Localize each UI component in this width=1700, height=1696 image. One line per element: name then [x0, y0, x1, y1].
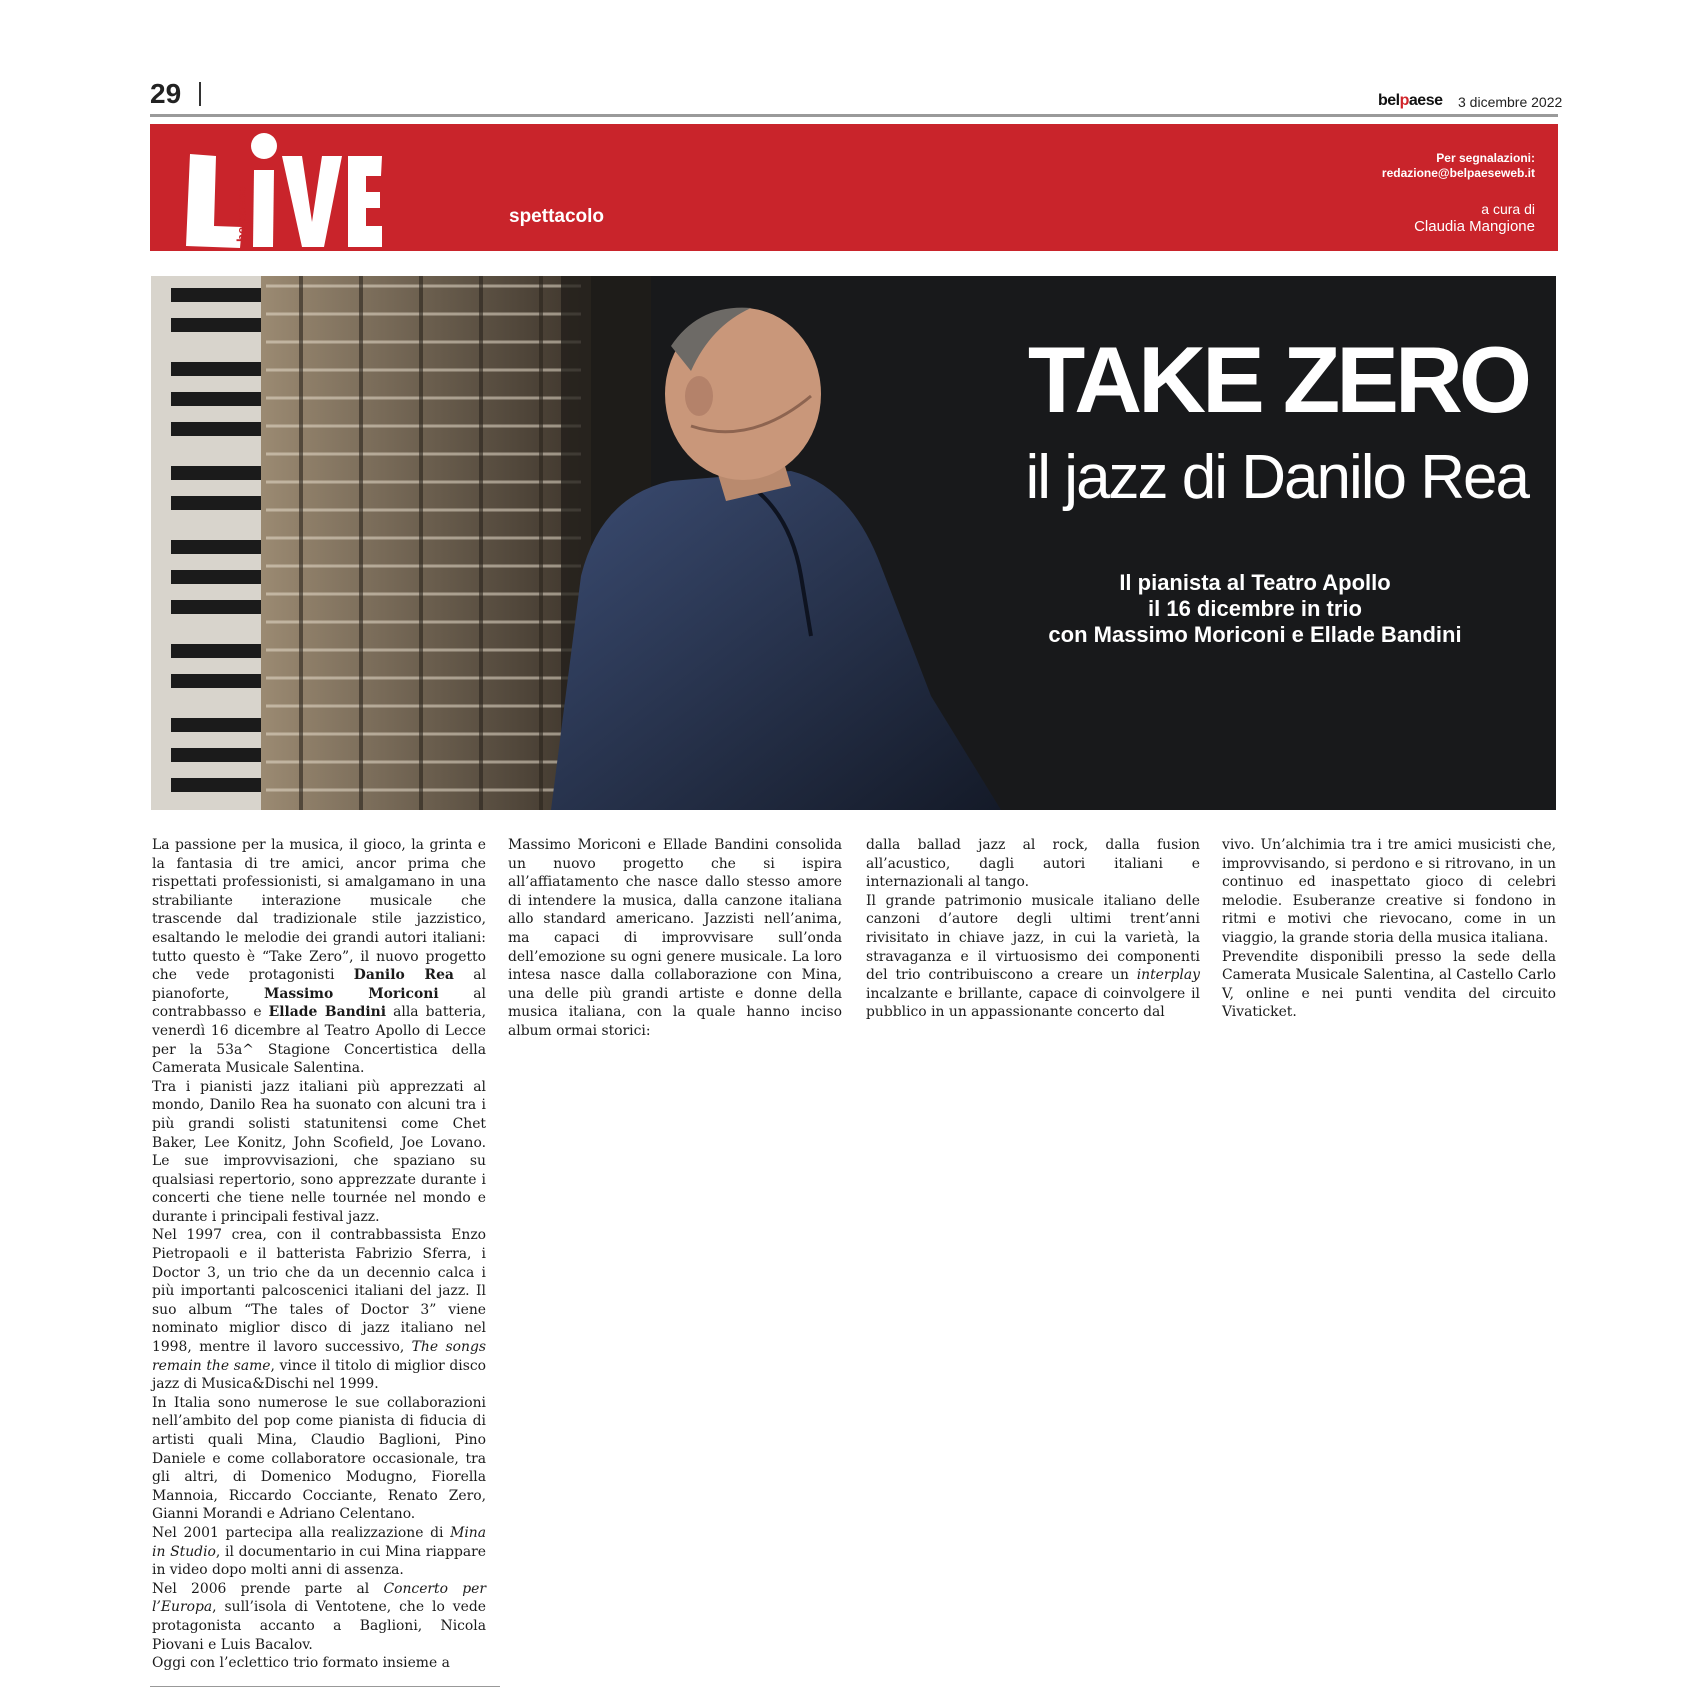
curated-label: a cura di [1481, 201, 1535, 217]
issue-date: 3 dicembre 2022 [1458, 94, 1563, 110]
article-column-4 [1222, 836, 1556, 1022]
article-paragraph: Tra i pianisti jazz italiani più apprezzati al mondo, Danilo Rea ha suonato con alcuni tra i più grandi solisti statunitensi come Chet Baker, Lee Konitz, John Scofield, Joe Lovano. Le sue improvvisazioni, che spaziano su qualsiasi repertorio, sono apprezzate durante i concerti che tiene nelle tournée nel mondo e durante i principali festival jazz. [152, 1078, 486, 1225]
brand-suffix: aese [1408, 92, 1443, 109]
brand-accent: p [1399, 92, 1409, 109]
deck-line: Il pianista al Teatro Apollo [1119, 570, 1391, 595]
article-paragraph [152, 1226, 486, 1393]
artist-name: Danilo Rea [353, 967, 454, 984]
album-title: The songs remain the same [152, 1339, 486, 1374]
pianist-shirt [551, 471, 1001, 810]
section-label: spettacolo [509, 206, 605, 227]
contact-email: redazione@belpaeseweb.it [1381, 166, 1535, 180]
article-paragraph [152, 836, 486, 1078]
artist-name: Ellade Bandini [268, 1004, 387, 1021]
article-paragraph: Prevendite disponibili presso la sede della Camerata Musicale Salentina, al Castello Carlo V, online e nei punti vendita del circuito Vivaticket. [1222, 948, 1556, 1021]
article-column-2 [508, 836, 842, 1041]
deck [960, 570, 1550, 648]
text-run: al pianoforte, [152, 967, 487, 1002]
deck-line: con Massimo Moriconi e Ellade Bandini [1048, 622, 1462, 647]
documentary-title: Mina in Studio [152, 1524, 486, 1560]
text-run: , vince il titolo di miglior disco jazz di Musica&Dischi nel 1999. [152, 1357, 486, 1393]
text-run: , sull’isola di Ventotene, che lo vede protagonista accanto a Baglioni, Nicola Piovani e Luis Bacalov. [152, 1599, 486, 1653]
brand-prefix: bel [1378, 92, 1400, 109]
article-paragraph: Massimo Moriconi e Ellade Bandini consolida un nuovo progetto che si ispira all’affiatamento che nasce dallo stesso amore di intendere la musica, dalla canzone italiana allo standard americano. Jazzisti nell’anima, ma capaci di improvvisare sull’onda dell’emozione su ogni genere musicale. La loro intesa nasce dalla collaborazione con Mina, una delle più grandi artiste e donne della musica italiana, con la quale hanno inciso album ormai storici: [508, 837, 842, 1039]
article-paragraph: Oggi con l’eclettico trio formato insieme a [152, 1655, 450, 1672]
text-run: alla batteria, venerdì 16 dicembre al Teatro Apollo di Lecce per la 53a^ Stagione Concertistica della Camerata Musicale Salentina. [152, 1004, 486, 1077]
concert-title: Concerto per l’Europa [152, 1580, 486, 1616]
article-paragraph: In Italia sono numerose le sue collaborazioni nell’ambito del pop come pianista di fiducia di artisti quali Mina, Claudio Baglioni, Pino Daniele e come collaboratore occasionale, tra gli altri, di Domenico Modugno, Fiorella Mannoia, Riccardo Cocciante, Renato Zero, Gianni Morandi e Adriano Celentano. [152, 1394, 486, 1523]
logo-vertical-text: belpaese [234, 186, 249, 242]
article-paragraph [152, 1524, 486, 1580]
text-run: Il grande patrimonio musicale italiano delle canzoni d’autore degli ultimi trent’anni rivisitato in chiave jazz, in cui la varietà, la stravaganza e il virtuosismo dei componenti del trio contribuiscono a creare un [866, 892, 1200, 984]
text-run: , il documentario in cui Mina riappare in video dopo molti anni di assenza. [152, 1543, 486, 1579]
curator-name: Claudia Mangione [1414, 218, 1535, 235]
article-paragraph: dalla ballad jazz al rock, dalla fusion all’acustico, dagli autori italiani e internazionali al tango. [866, 837, 1200, 891]
article-column-3 [866, 836, 1200, 1022]
live-logo [176, 126, 386, 250]
text-run: incalzante e brillante, capace di coinvolgere il pubblico in un appassionante concerto dal [866, 985, 1200, 1021]
footer-rule [150, 1686, 500, 1687]
page-number-divider [199, 82, 201, 106]
text-run: La passione per la musica, il gioco, la grinta e la fantasia di tre amici, ancor prima che rispettati professionisti, si amalgamano in una strabiliante interazione musicale che trascende dal tradizionale stile jazzistico, esaltando le melodie dei grandi autori italiani: tutto questo è “Take Zero”, il nuovo progetto che vede protagonisti [152, 837, 486, 984]
article-paragraph [152, 1580, 486, 1654]
text-run: Nel 2001 partecipa alla realizzazione di [152, 1524, 451, 1541]
header-rule [150, 114, 1558, 117]
headline: TAKE ZERO [1027, 327, 1528, 432]
artist-name: Massimo Moriconi [263, 985, 439, 1002]
deck-line: il 16 dicembre in trio [1148, 596, 1362, 621]
contact-label: Per segnalazioni: [1436, 151, 1535, 165]
page-number: 29 [150, 78, 182, 109]
article-column-1 [152, 836, 486, 1673]
subheadline: il jazz di Danilo Rea [1025, 443, 1528, 512]
article-paragraph: vivo. Un’alchimia tra i tre amici musicisti che, improvvisando, si perdono e si ritrovano, in un continuo ed inaspettato gioco di celebri melodie. Esuberanze creative si fondono in ritmi e motivi che rievocano, come in un viaggio, la grande storia della musica italiana. [1222, 837, 1556, 946]
text-run: Nel 2006 prende parte al [152, 1580, 384, 1597]
masthead-brand [1378, 92, 1443, 110]
article-paragraph [866, 892, 1200, 1022]
text-run: al contrabbasso e [152, 985, 487, 1021]
term: interplay [1136, 967, 1200, 984]
text-run: Nel 1997 crea, con il contrabbassista Enzo Pietropaoli e il batterista Fabrizio Sferra, i Doctor 3, un trio che da un decennio calca i più importanti palcoscenici italiani del jazz. Il suo album “The tales of Doctor 3” viene nominato miglior disco di jazz italiano nel 1998, mentre il lavoro successivo, [152, 1227, 486, 1356]
